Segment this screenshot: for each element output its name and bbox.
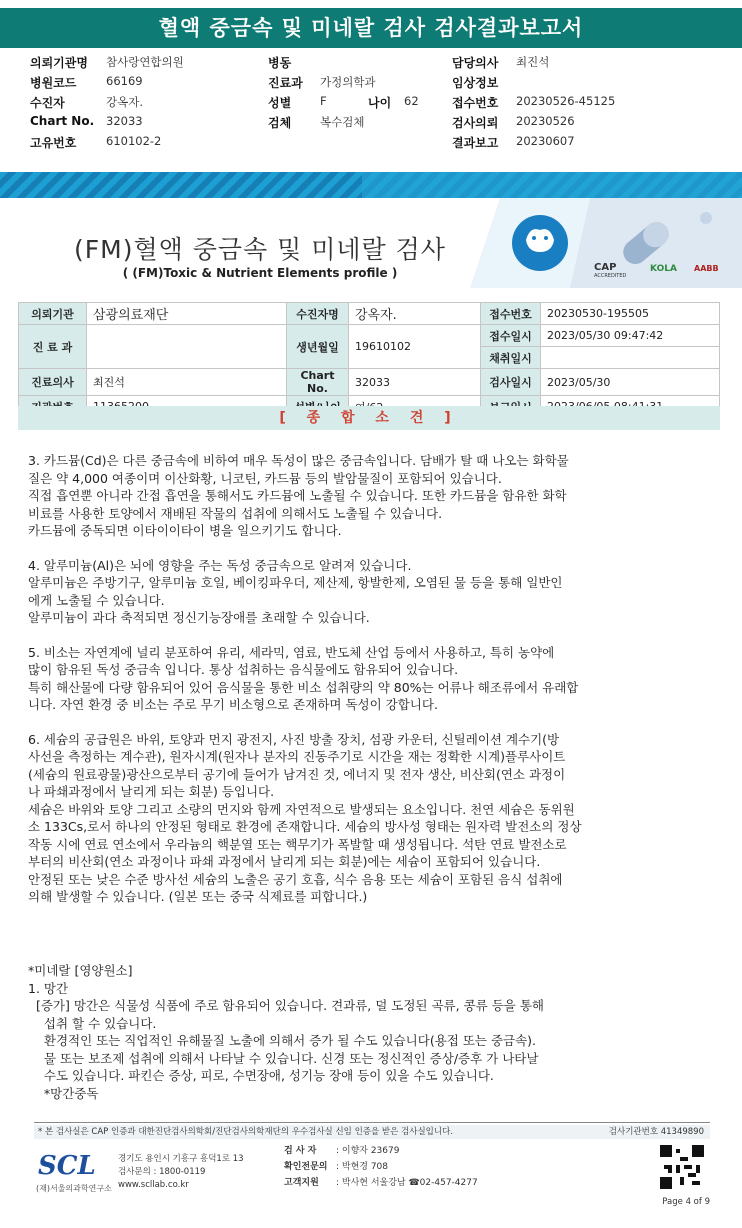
table-value	[87, 325, 287, 369]
patient-value: F	[320, 94, 327, 108]
aabb-logo: AABB	[694, 264, 719, 273]
table-value: 20230530-195505	[541, 303, 720, 325]
summary-section-title: [ 종 합 소 견 ]	[18, 406, 720, 430]
patient-value: 참사랑연합의원	[106, 55, 184, 69]
staff-info	[284, 1143, 478, 1191]
staff-line: 확인전문의 : 박현경 708	[284, 1162, 389, 1172]
patient-label: 성별	[268, 96, 292, 110]
text-line: 안정된 또는 낮은 수준 방사선 세슘의 노출은 공기 호흡, 식수 음용 또는 세슘이 포함된 음식 섭취에	[28, 871, 563, 887]
page-number: Page 4 of 9	[662, 1197, 710, 1207]
report-title: (FM)혈액 중금속 및 미네랄 검사	[74, 235, 446, 264]
decorative-stripe-band	[0, 172, 742, 198]
patient-row	[0, 114, 742, 132]
cap-logo: CAP ACCREDITED	[594, 262, 627, 279]
text-line: 1. 망간	[28, 980, 69, 996]
text-line: 카드뮴에 중독되면 이타이이타이 병을 일으키기도 합니다.	[28, 523, 342, 538]
text-line: 의해 발생할 수 있습니다. (일본 또는 중국 식제료를 피합니다.)	[28, 889, 368, 904]
kola-logo: KOLA	[650, 264, 677, 274]
patient-value: 최진석	[516, 55, 550, 69]
patient-row	[0, 54, 742, 72]
table-value: 2023/05/30	[541, 369, 720, 396]
patient-label: 검사의뢰	[452, 116, 499, 130]
patient-label: Chart No.	[30, 114, 95, 128]
text-line: *망간중독	[28, 1085, 99, 1101]
table-label: 접수번호	[481, 303, 541, 325]
patient-label: 고유번호	[30, 136, 77, 150]
agency-number: 검사기관번호 41349890	[608, 1127, 704, 1137]
text-line: *미네랄 [영양원소]	[28, 963, 133, 978]
patient-row	[0, 134, 742, 152]
table-label: 의뢰기관	[19, 303, 87, 325]
patient-label: 접수번호	[452, 96, 499, 110]
patient-value: 62	[404, 94, 419, 108]
report-footer	[34, 1122, 710, 1220]
paragraph	[28, 557, 688, 627]
text-line: 특히 해산물에 다량 함유되어 있어 음식물을 통한 비소 섭취량의 약 80%는 어류나 해조류에서 유래합	[28, 679, 579, 695]
table-row	[19, 325, 720, 347]
paragraph	[28, 731, 688, 906]
staff-line: 고객지원 : 박사현 서울강남 ☎02-457-4277	[284, 1178, 478, 1188]
scl-logo-subtitle: (재)서울의과학연구소	[36, 1184, 112, 1193]
table-label: 진 료 과	[19, 325, 87, 369]
patient-label: 임상정보	[452, 76, 499, 90]
text-line: 니다. 자연 환경 중 비소는 주로 무기 비소형으로 존재하며 독성이 강합니다.	[28, 697, 438, 712]
mineral-section	[28, 962, 688, 1102]
website-link[interactable]: www.scllab.co.kr	[118, 1180, 189, 1190]
patient-label: 병원코드	[30, 76, 77, 90]
table-value: 19610102	[349, 325, 481, 369]
patient-info-block	[0, 54, 742, 154]
patient-row	[0, 94, 742, 112]
paragraph	[28, 644, 688, 714]
text-line: 4. 알루미늄(Al)은 뇌에 영향을 주는 독성 중금속으로 알려져 있습니다.	[28, 557, 412, 573]
table-row	[19, 369, 720, 396]
accreditation-logos	[594, 262, 724, 284]
table-label: Chart No.	[287, 369, 349, 396]
patient-label: 결과보고	[452, 136, 499, 150]
patient-value: 32033	[106, 114, 143, 128]
note-text: * 본 검사실은 CAP 인증과 대한진단검사의학회/진단검사의학재단의 우수검사실 신임 인증을 받은 검사실입니다.	[38, 1127, 453, 1137]
patient-value: 610102-2	[106, 134, 162, 148]
text-line: 섭취 할 수 있습니다.	[28, 1015, 157, 1031]
table-label: 생년월일	[287, 325, 349, 369]
text-line: 알루미늄이 과다 축적되면 정신기능장애를 초래할 수 있습니다.	[28, 610, 370, 625]
text-line: 직접 흡연뿐 아니라 간접 흡연을 통해서도 카드뮴에 노출될 수 있습니다. 또한 카드뮴을 함유한 화학	[28, 488, 567, 503]
table-label: 채취일시	[481, 347, 541, 369]
text-line: 작동 시에 연료 연소에서 우라늄의 핵분열 또는 핵무기가 폭발할 때 생성됩니다. 석탄 연료 발전소로	[28, 836, 567, 852]
patient-value: 66169	[106, 74, 143, 88]
table-value: 2023/05/30 09:47:42	[541, 325, 720, 347]
staff-line: 검 사 자 : 이향자 23679	[284, 1146, 400, 1156]
patient-label: 검체	[268, 116, 292, 130]
text-line: (세슘의 원료광물)광산으로부터 공기에 들어가 남겨진 것, 에너지 및 전자 생산, 비산회(연소 과정이	[28, 766, 566, 782]
patient-row	[0, 74, 742, 92]
patient-value: 20230607	[516, 134, 575, 148]
qr-code-icon	[660, 1145, 704, 1189]
text-line: 수도 있습니다. 파킨슨 증상, 피로, 수면장애, 성기능 장애 등이 있을 수도 있습니다.	[28, 1068, 494, 1083]
report-header-title: 혈액 중금속 및 미네랄 검사 검사결과보고서	[0, 8, 742, 48]
paragraph	[28, 452, 688, 540]
patient-label: 나이	[368, 96, 392, 110]
text-line: 부터의 비산회(연소 과정이나 파쇄 과정에서 날리게 되는 회분)에는 세슘이 포함되어 있습니다.	[28, 854, 541, 869]
patient-value: 강옥자.	[106, 95, 143, 109]
text-line: 세슘은 바위와 토양 그리고 소량의 먼지와 함께 자연적으로 발생되는 요소입니다. 천연 세슘은 동위원	[28, 801, 575, 817]
patient-label: 의뢰기관명	[30, 56, 88, 70]
patient-label: 진료과	[268, 76, 303, 90]
report-subtitle: ( (FM)Toxic & Nutrient Elements profile )	[122, 266, 398, 280]
text-line: 5. 비소는 자연계에 널리 분포하여 유리, 세라믹, 염료, 반도체 산업 등에서 사용하고, 특히 농약에	[28, 644, 555, 660]
text-line: [증가] 망간은 식물성 식품에 주로 함유되어 있습니다. 견과류, 덜 도정된 곡류, 콩류 등을 통해	[28, 998, 544, 1013]
patient-label: 병동	[268, 56, 292, 70]
text-line: 소 133Cs,로서 하나의 안정된 형태로 환경에 존재합니다. 세슘의 방사성 형태는 원자력 발전소의 정상	[28, 819, 582, 834]
table-label: 접수일시	[481, 325, 541, 347]
table-value: 강옥자.	[349, 303, 481, 325]
text-line: 6. 세슘의 공급원은 바위, 토양과 먼지 광전지, 사진 방출 장치, 섬광 카운터, 신틸레이션 계수기(방	[28, 731, 560, 747]
text-line: 질은 약 4,000 여종이며 이산화황, 니코틴, 카드뮴 등의 발암물질이 포함되어 있습니다.	[28, 470, 502, 486]
patient-value: 20230526	[516, 114, 575, 128]
lab-address	[118, 1153, 244, 1192]
text-line: 환경적인 또는 직업적인 유해물질 노출에 의해서 증가 될 수도 있습니다(용접 또는 중금속).	[28, 1033, 537, 1048]
text-line: 물 또는 보조제 섭취에 의해서 나타날 수 있습니다. 신경 또는 정신적인 증상/증후 가 나타날	[28, 1050, 539, 1066]
text-line: 에게 노출될 수 있습니다.	[28, 592, 165, 608]
table-value: 32033	[349, 369, 481, 396]
table-label: 진료의사	[19, 369, 87, 396]
text-line: 비료를 사용한 토양에서 재배된 작물의 섭취에 의해서도 노출될 수 있습니다.	[28, 505, 443, 521]
text-line: 많이 함유된 독성 중금속 입니다. 통상 섭취하는 음식물에도 함유되어 있습니다.	[28, 662, 459, 677]
address-line: 경기도 용인시 기흥구 흥덕1로 13	[118, 1154, 244, 1164]
scl-logo: SCL	[38, 1151, 96, 1181]
patient-value: 복수검체	[320, 115, 365, 129]
patient-label: 수진자	[30, 96, 65, 110]
table-label: 수진자명	[287, 303, 349, 325]
table-value: 삼광의료재단	[87, 303, 287, 325]
patient-detail-table	[18, 302, 720, 418]
patient-value: 20230526-45125	[516, 94, 616, 108]
accreditation-note	[34, 1125, 710, 1139]
text-line: 알루미늄은 주방기구, 알루미늄 호일, 베이킹파우더, 제산제, 항발한제, 오염된 물 등을 통해 일반인	[28, 575, 563, 590]
patient-value: 가정의학과	[320, 75, 376, 89]
text-line: 3. 카드뮴(Cd)은 다른 중금속에 비하여 매우 독성이 많은 중금속입니다. 담배가 탈 때 나오는 화학물	[28, 453, 569, 468]
table-row	[19, 303, 720, 325]
table-label: 검사일시	[481, 369, 541, 396]
summary-content	[28, 452, 688, 923]
contact-line: 검사문의 : 1800-0119	[118, 1167, 206, 1177]
text-line: 사선을 측정하는 계수관), 원자시계(원자나 분자의 진동주기로 시간을 재는 정확한 시계)플루사이트	[28, 749, 566, 764]
table-value	[541, 347, 720, 369]
text-line: 나 파쇄과정에서 날리게 되는 회분) 등입니다.	[28, 784, 275, 799]
table-value: 최진석	[87, 369, 287, 396]
patient-label: 담당의사	[452, 56, 499, 70]
